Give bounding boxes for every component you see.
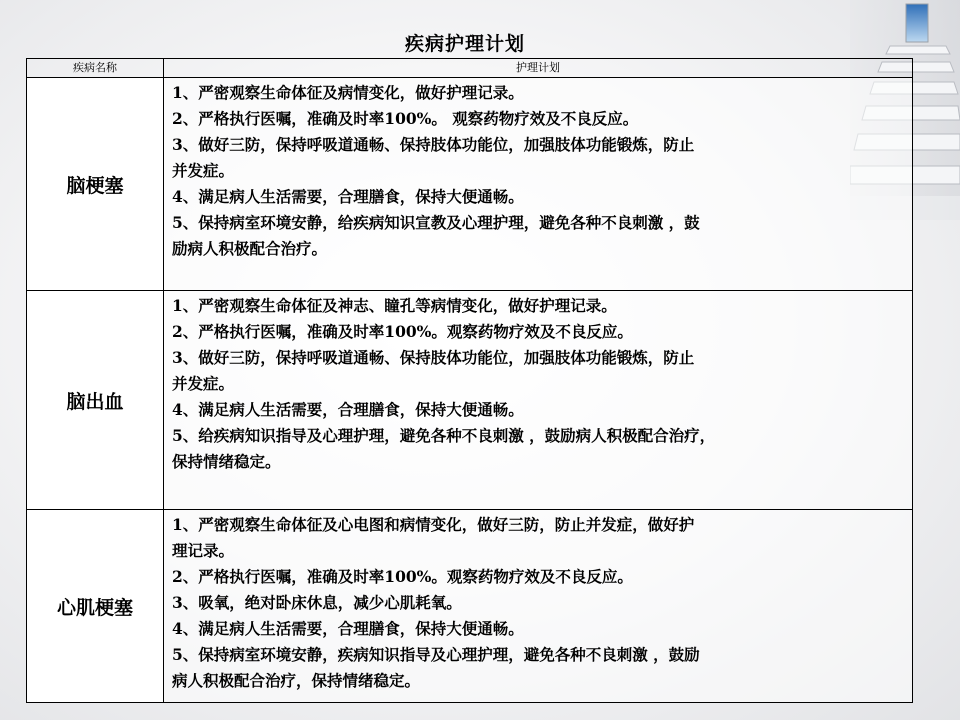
plan-line: 1、严密观察生命体征及病情变化，做好护理记录。 [172, 83, 524, 102]
plan-line: 并发症。 [172, 374, 235, 393]
care-plan-cell [164, 291, 913, 510]
plan-line: 4、满足病人生活需要，合理膳食，保持大便通畅。 [172, 619, 524, 638]
care-plan-cell [164, 78, 913, 291]
disease-name-myocardial-infarction: 心肌梗塞 [27, 510, 164, 703]
plan-line: 4、满足病人生活需要，合理膳食，保持大便通畅。 [172, 400, 524, 419]
header-disease-name: 疾病名称 [27, 59, 164, 78]
care-plan-table [26, 58, 913, 703]
disease-name-cerebral-hemorrhage: 脑出血 [27, 291, 164, 510]
plan-line: 5、给疾病知识指导及心理护理，避免各种不良刺激 ，鼓励病人积极配合治疗， [172, 426, 716, 445]
table-row [27, 291, 913, 510]
plan-line: 并发症。 [172, 161, 235, 180]
table-row [27, 510, 913, 703]
table-row [27, 78, 913, 291]
plan-line: 5、保持病室环境安静，给疾病知识宣教及心理护理，避免各种不良刺激 ，鼓 [172, 213, 700, 232]
plan-line: 保持情绪稳定。 [172, 452, 281, 471]
header-care-plan: 护理计划 [164, 59, 913, 78]
plan-line: 3、吸氧，绝对卧床休息，减少心肌耗氧。 [172, 593, 462, 612]
plan-line: 5、保持病室环境安静，疾病知识指导及心理护理，避免各种不良刺激 ，鼓励 [172, 645, 700, 664]
disease-name-cerebral-infarction: 脑梗塞 [27, 78, 164, 291]
care-plan-cell [164, 510, 913, 703]
plan-line: 3、做好三防，保持呼吸道通畅、保持肢体功能位，加强肢体功能锻炼，防止 [172, 348, 695, 367]
plan-line: 4、满足病人生活需要，合理膳食，保持大便通畅。 [172, 187, 524, 206]
table-header-row [27, 59, 913, 78]
plan-line: 1、严密观察生命体征及心电图和病情变化，做好三防，防止并发症，做好护 [172, 515, 695, 534]
plan-line: 3、做好三防，保持呼吸道通畅、保持肢体功能位，加强肢体功能锻炼，防止 [172, 135, 695, 154]
plan-line: 病人积极配合治疗，保持情绪稳定。 [172, 671, 421, 690]
plan-line: 1、严密观察生命体征及神志、瞳孔等病情变化，做好护理记录。 [172, 296, 617, 315]
plan-line: 励病人积极配合治疗。 [172, 239, 328, 258]
plan-line: 2、严格执行医嘱，准确及时率100%。观察药物疗效及不良反应。 [172, 567, 633, 586]
plan-line: 理记录。 [172, 541, 235, 560]
plan-line: 2、严格执行医嘱，准确及时率100%。 观察药物疗效及不良反应。 [172, 109, 639, 128]
page-title: 疾病护理计划 [404, 33, 525, 55]
plan-line: 2、严格执行医嘱，准确及时率100%。观察药物疗效及不良反应。 [172, 322, 633, 341]
